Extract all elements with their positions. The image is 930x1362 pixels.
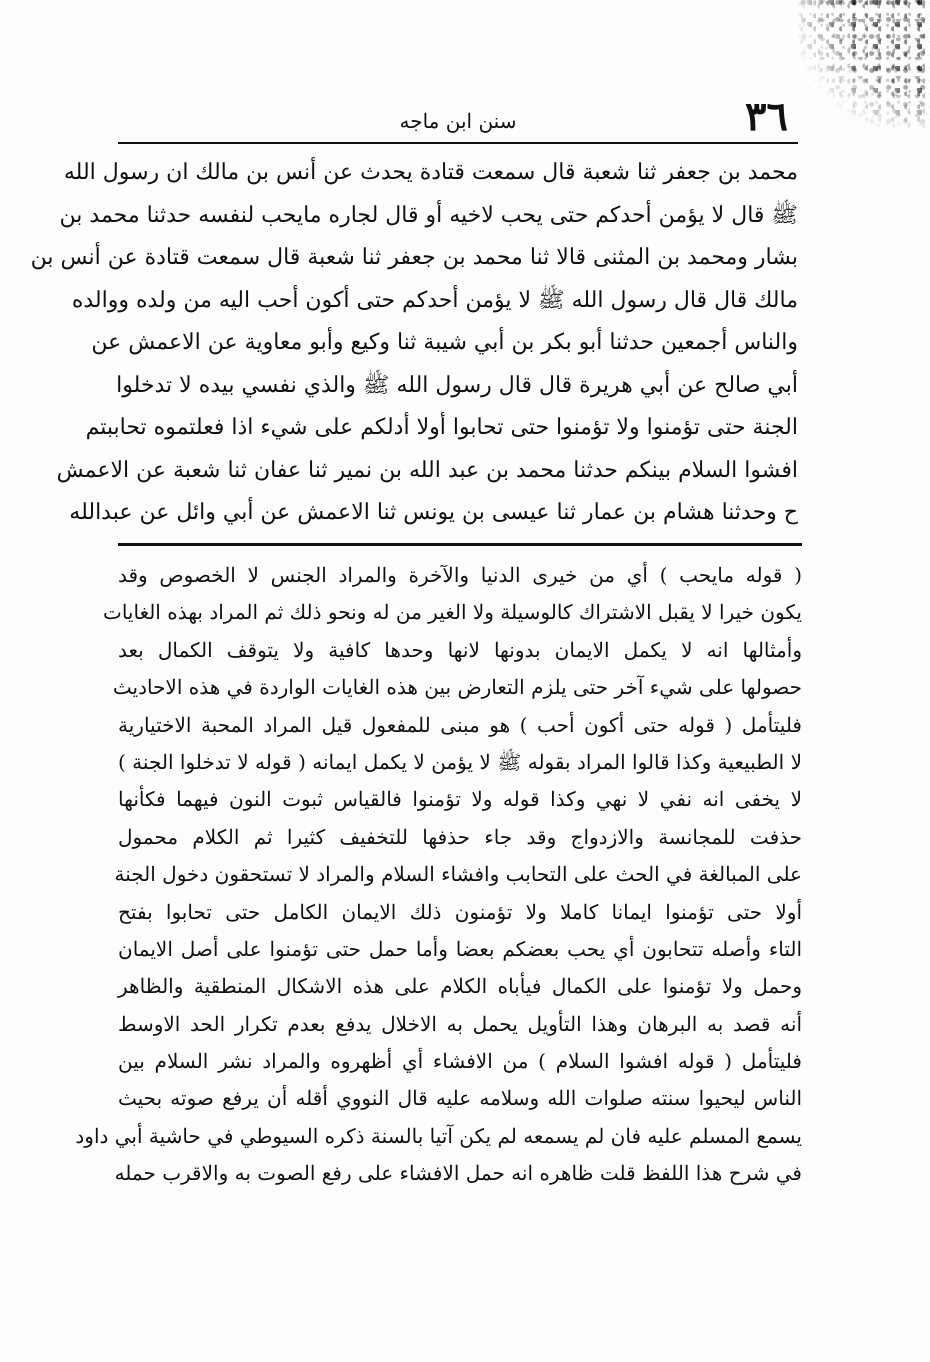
- scan-speckle-decoration: [790, 0, 930, 130]
- main-text-line: مالك قال قال رسول الله ﷺ لا يؤمن أحدكم حتى أكون أحب اليه من ولده ووالده: [71, 287, 798, 313]
- commentary-line: وأمثالها انه لا يكمل الايمان بدونها لانها وحدها كافية ولا يتوقف الكمال بعد: [118, 637, 802, 662]
- hadith-main-text: [30, 152, 798, 535]
- page-number: ٣٦: [745, 93, 788, 140]
- page-header: [118, 93, 798, 144]
- commentary-line: على المبالغة في الحث على التحابب وافشاء السلام والمراد لا تستحقون دخول الجنة: [114, 862, 802, 887]
- main-text-line: الجنة حتى تؤمنوا ولا تؤمنوا حتى تحابوا أولا أدلكم على شيء اذا فعلتموه تحاببتم: [85, 415, 798, 440]
- commentary-line: أولا حتى تؤمنوا ايمانا كاملا ولا تؤمنون ذلك الايمان الكامل حتى تحابوا بفتح: [118, 899, 802, 924]
- commentary-text: [75, 557, 802, 1193]
- main-text-line: ح وحدثنا هشام بن عمار ثنا عيسى بن يونس ثنا الاعمش عن أبي وائل عن عبدالله: [69, 500, 798, 525]
- commentary-line: ( قوله مايحب ) أي من خيرى الدنيا والآخرة والمراد الجنس لا الخصوص وقد: [118, 563, 802, 587]
- commentary-line: أنه قصد به البرهان وهذا التأويل يحمل به الاخلال يدفع بعدم تكرار الحد الاوسط: [118, 1011, 802, 1036]
- running-title: سنن ابن ماجه: [399, 109, 517, 133]
- commentary-line: وحمل ولا تؤمنوا على الكمال فيأباه الكلام على هذه الاشكال المنطقية والظاهر: [118, 974, 802, 999]
- commentary-line: يكون خيرا لا يقبل الاشتراك كالوسيلة ولا الغير من له ونحو ذلك ثم المراد بهذه الغايات: [102, 600, 802, 625]
- main-text-line: بشار ومحمد بن المثنى قالا ثنا محمد بن جعفر ثنا شعبة قال سمعت قتادة عن أنس بن: [30, 245, 798, 270]
- commentary-line: فليتأمل ( قوله حتى أكون أحب ) هو مبنى للمفعول قيل المراد المحبة الاختيارية: [118, 712, 802, 737]
- commentary-line: الناس ليحيوا سنته صلوات الله وسلامه عليه قال النووي أقله أن يرفع صوته بحيث: [118, 1086, 802, 1111]
- commentary-line: في شرح هذا اللفظ قلت ظاهره انه حمل الافشاء على رفع الصوت به والاقرب حمله: [114, 1161, 802, 1186]
- main-text-line: افشوا السلام بينكم حدثنا محمد بن عبد الله بن نمير ثنا عفان ثنا شعبة عن الاعمش: [56, 457, 798, 483]
- main-text-line: محمد بن جعفر ثنا شعبة قال سمعت قتادة يحدث عن أنس بن مالك ان رسول الله: [63, 160, 798, 185]
- commentary-line: حصولها على شيء آخر حتى يلزم التعارض بين هذه الغايات الواردة في هذه الاحاديث: [112, 675, 802, 700]
- commentary-line: يسمع المسلم عليه فان لم يسمعه لم يكن آتيا بالسنة ذكره السيوطي في حاشية أبي داود: [75, 1123, 802, 1148]
- commentary-line: حذفت للمجانسة والازدواج وقد جاء حذفها للتخفيف كثيرا ثم الكلام محمول: [118, 824, 802, 849]
- section-divider: [118, 543, 802, 546]
- commentary-line: التاء وأصله تتحابون أي يحب بعضكم بعضا وأما حمل حتى تؤمنوا على أصل الايمان: [118, 936, 802, 961]
- main-text-line: والناس أجمعين حدثنا أبو بكر بن أبي شيبة ثنا وكيع وأبو معاوية عن الاعمش عن: [91, 330, 798, 355]
- commentary-line: لا الطبيعية وكذا قالوا المراد بقوله ﷺ لا يؤمن لا يكمل ايمانه ( قوله لا تدخلوا الجنة ): [118, 749, 802, 774]
- main-text-line: ﷺ قال لا يؤمن أحدكم حتى يحب لاخيه أو قال لجاره مايحب لنفسه حدثنا محمد بن: [59, 202, 798, 228]
- main-text-line: أبي صالح عن أبي هريرة قال قال رسول الله ﷺ والذي نفسي بيده لا تدخلوا: [116, 372, 798, 398]
- commentary-line: لا يخفى انه نفي لا نهي وكذا قوله ولا تؤمنوا فالقياس ثبوت النون فيهما فكأنها: [118, 787, 802, 812]
- commentary-line: فليتأمل ( قوله افشوا السلام ) من الافشاء أي أظهروه والمراد نشر السلام بين: [118, 1049, 802, 1074]
